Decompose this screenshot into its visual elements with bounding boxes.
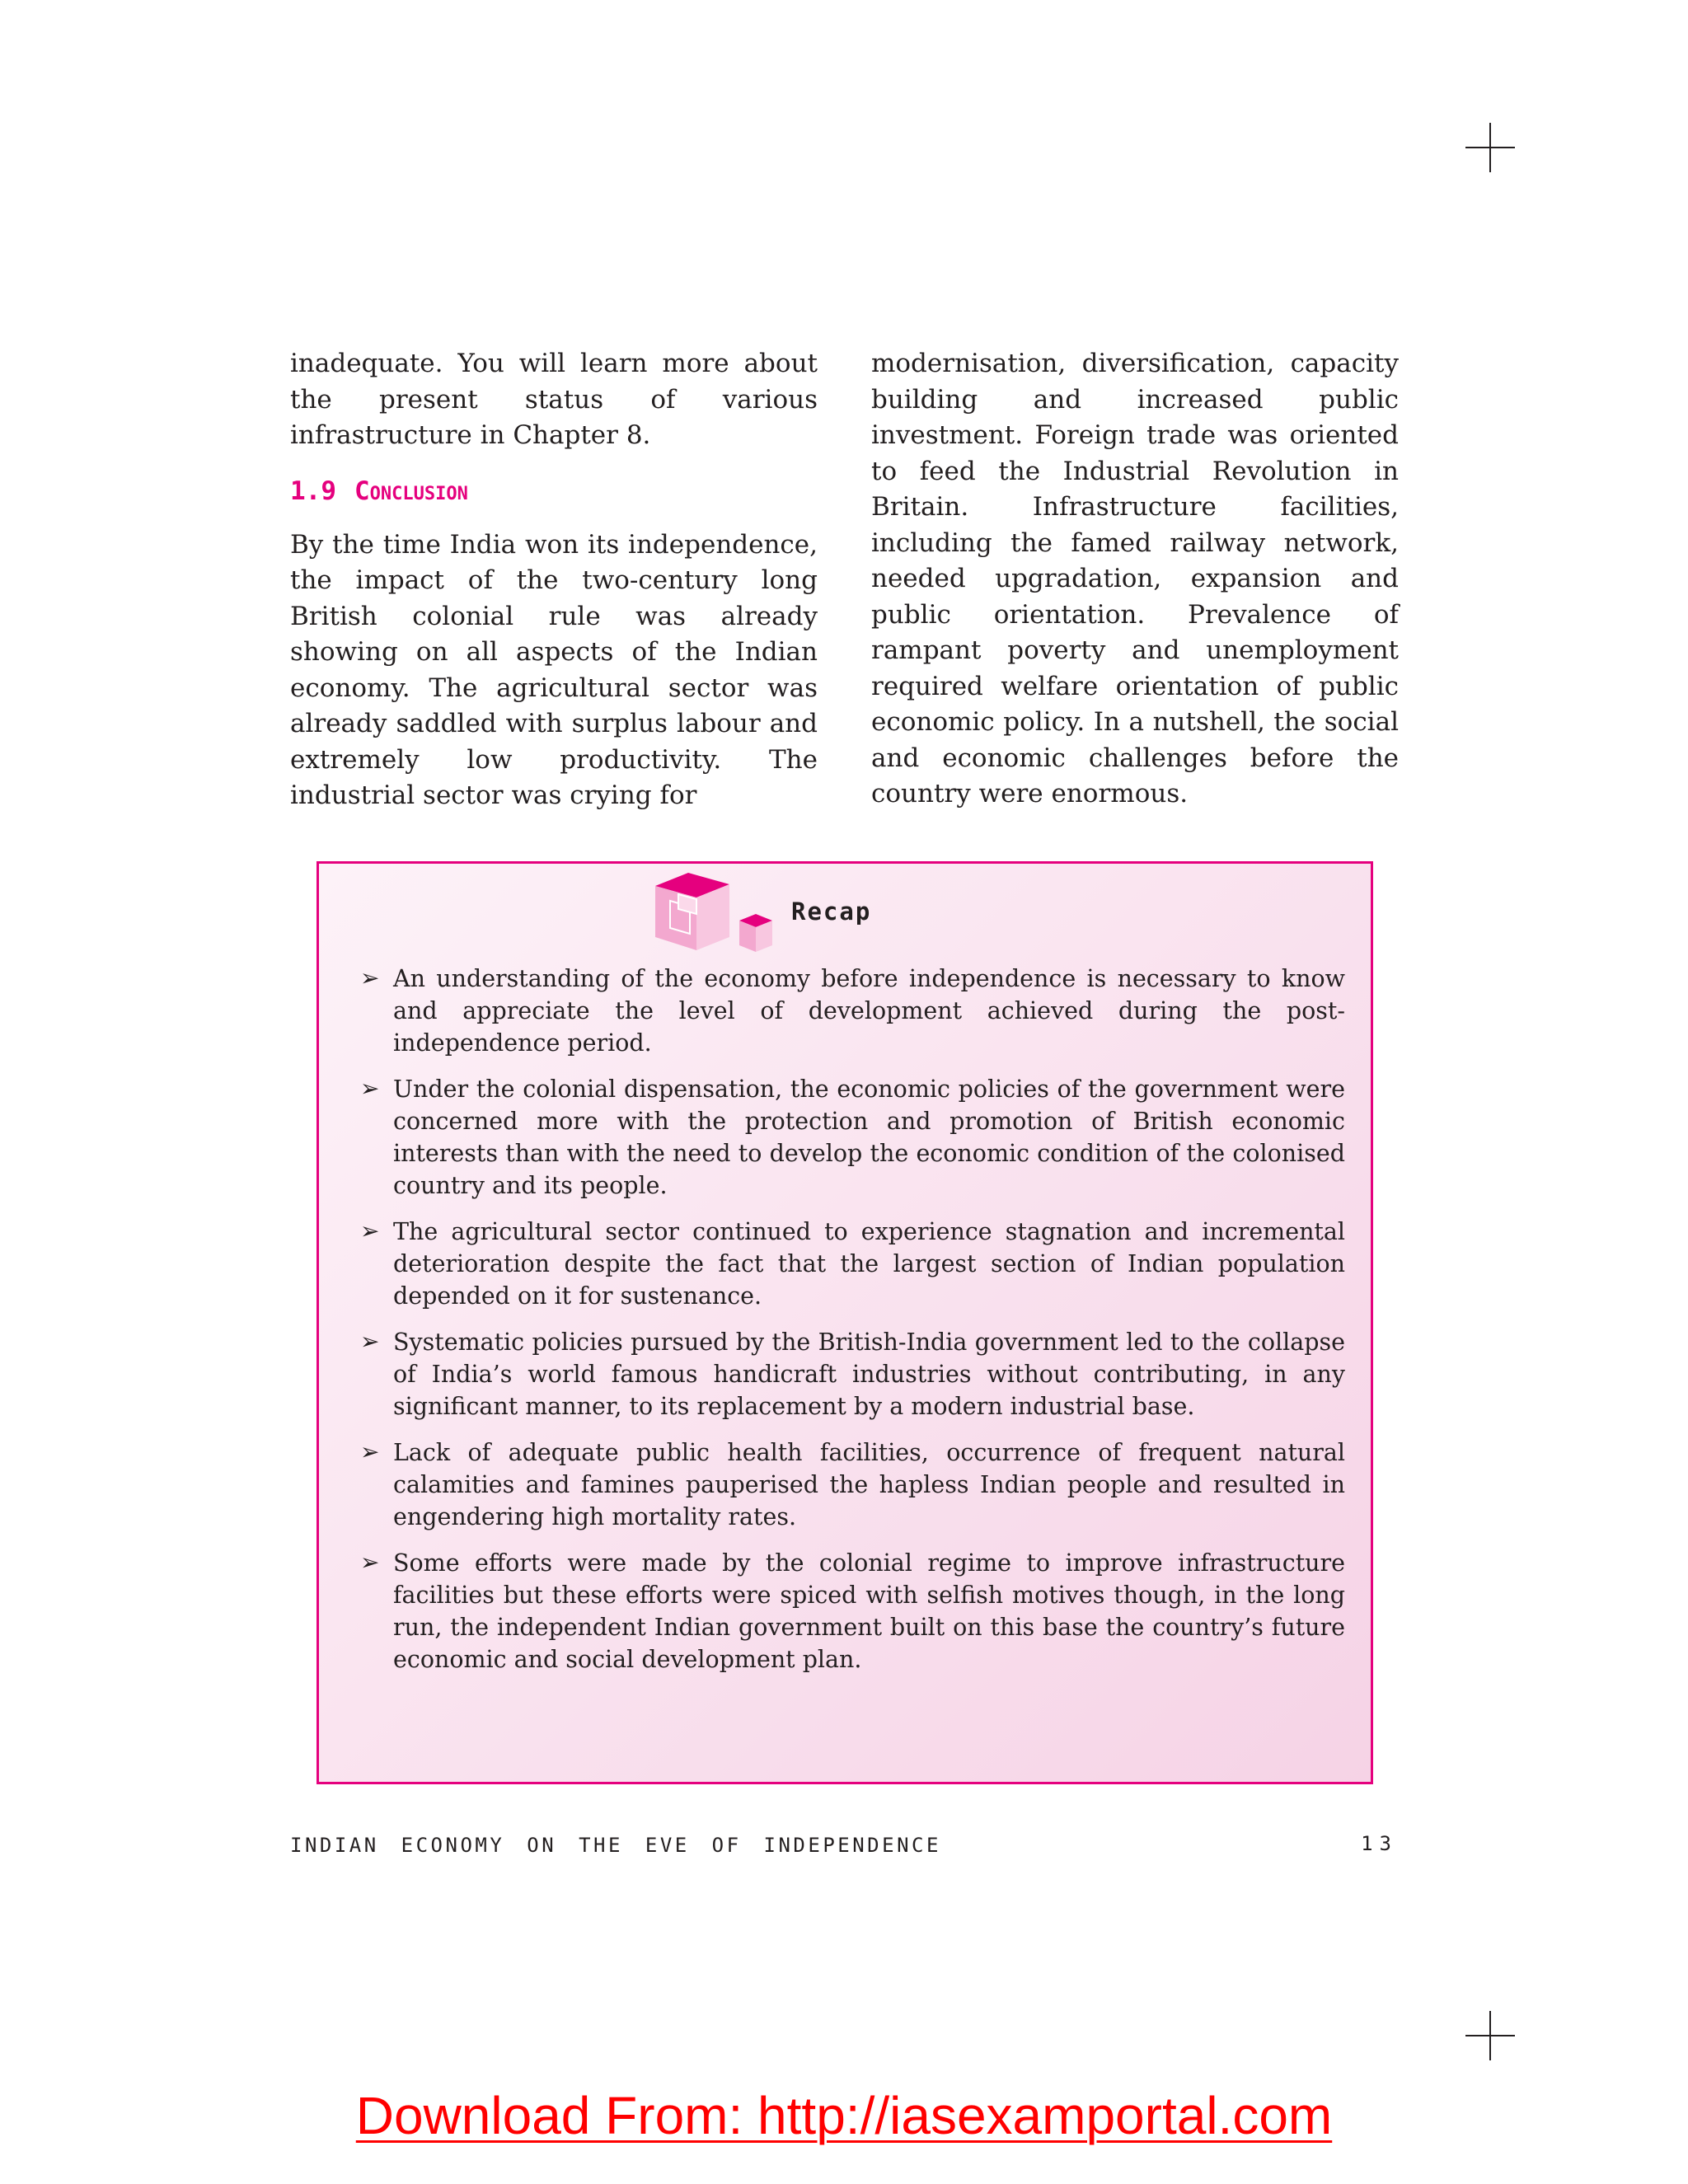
download-link[interactable]: Download From: http://iasexamportal.com: [355, 2086, 1333, 2145]
recap-item: [356, 1547, 1345, 1675]
recap-item-text: An understanding of the economy before independence is necessary to know and appreciate the level of development achieved during the post-independence period.: [393, 965, 1345, 1057]
arrow-bullet-icon: ➢: [360, 1438, 380, 1465]
recap-item-text: Lack of adequate public health facilities, occurrence of frequent natural calamities and famines pauperised the hapless Indian people and resulted in engendering high mortality rates.: [393, 1439, 1345, 1530]
pink-cubes-icon: [647, 868, 787, 958]
recap-item-text: Some efforts were made by the colonial regime to improve infrastructure facilities but these efforts were spiced with selfish motives though, in the long run, the independent Indian government built on this base the country’s future economic and social development plan.: [393, 1549, 1345, 1673]
crop-mark-bottom: [1465, 2011, 1515, 2060]
arrow-bullet-icon: ➢: [360, 964, 380, 991]
recap-item-text: The agricultural sector continued to experience stagnation and incremental deterioration despite the fact that the largest section of Indian population depended on it for sustenance.: [393, 1218, 1345, 1310]
section-heading: [290, 474, 818, 509]
recap-list: [356, 963, 1345, 1690]
recap-item: [356, 1216, 1345, 1312]
left-column: [290, 346, 818, 814]
recap-item: [356, 1073, 1345, 1202]
conclusion-paragraph: By the time India won its independence, the impact of the two-century long British colonial rule was already showing on all aspects of the Indian economy. The agricultural sector was already saddled with surplus labour and extremely low productivity. The industrial sector was crying for: [290, 529, 818, 810]
recap-box: [316, 861, 1373, 1784]
arrow-bullet-icon: ➢: [360, 1549, 380, 1576]
crop-mark-top: [1465, 123, 1515, 172]
arrow-bullet-icon: ➢: [360, 1075, 380, 1102]
recap-item-text: Under the colonial dispensation, the economic policies of the government were concerned more with the protection and promotion of British economic interests than with the need to develop the economic condition of the colonised country and its people.: [393, 1076, 1345, 1199]
recap-item: [356, 963, 1345, 1059]
running-footer-title: INDIAN ECONOMY ON THE EVE OF INDEPENDENCE: [290, 1834, 941, 1857]
arrow-bullet-icon: ➢: [360, 1328, 380, 1355]
crosshair-icon: [1465, 2011, 1515, 2060]
recap-header: [647, 868, 977, 958]
recap-title: Recap: [791, 898, 872, 926]
left-paragraph-continued: inadequate. You will learn more about the present status of various infrastructure in Chapter 8.: [290, 349, 818, 450]
crosshair-icon: [1465, 123, 1515, 172]
section-title: Conclusion: [354, 476, 468, 506]
right-paragraph: modernisation, diversification, capacity building and increased public investment. Foreign trade was oriented to feed the Industrial Revolution in Britain. Infrastructure facilities, including the famed railway network, needed upgradation, expansion and public orientation. Prevalence of rampant poverty and unemployment required welfare orientation of public economic policy. In a nutshell, the social and economic challenges before the country were enormous.: [871, 349, 1399, 808]
recap-item: [356, 1436, 1345, 1533]
arrow-bullet-icon: ➢: [360, 1217, 380, 1244]
right-column: [871, 346, 1399, 813]
recap-item: [356, 1326, 1345, 1422]
section-number: 1.9: [290, 476, 336, 506]
recap-item-text: Systematic policies pursued by the British-India government led to the collapse of India’s world famous handicraft industries without contributing, in any significant manner, to its replacement by a modern industrial base.: [393, 1329, 1345, 1420]
page-number: 13: [1361, 1832, 1398, 1855]
